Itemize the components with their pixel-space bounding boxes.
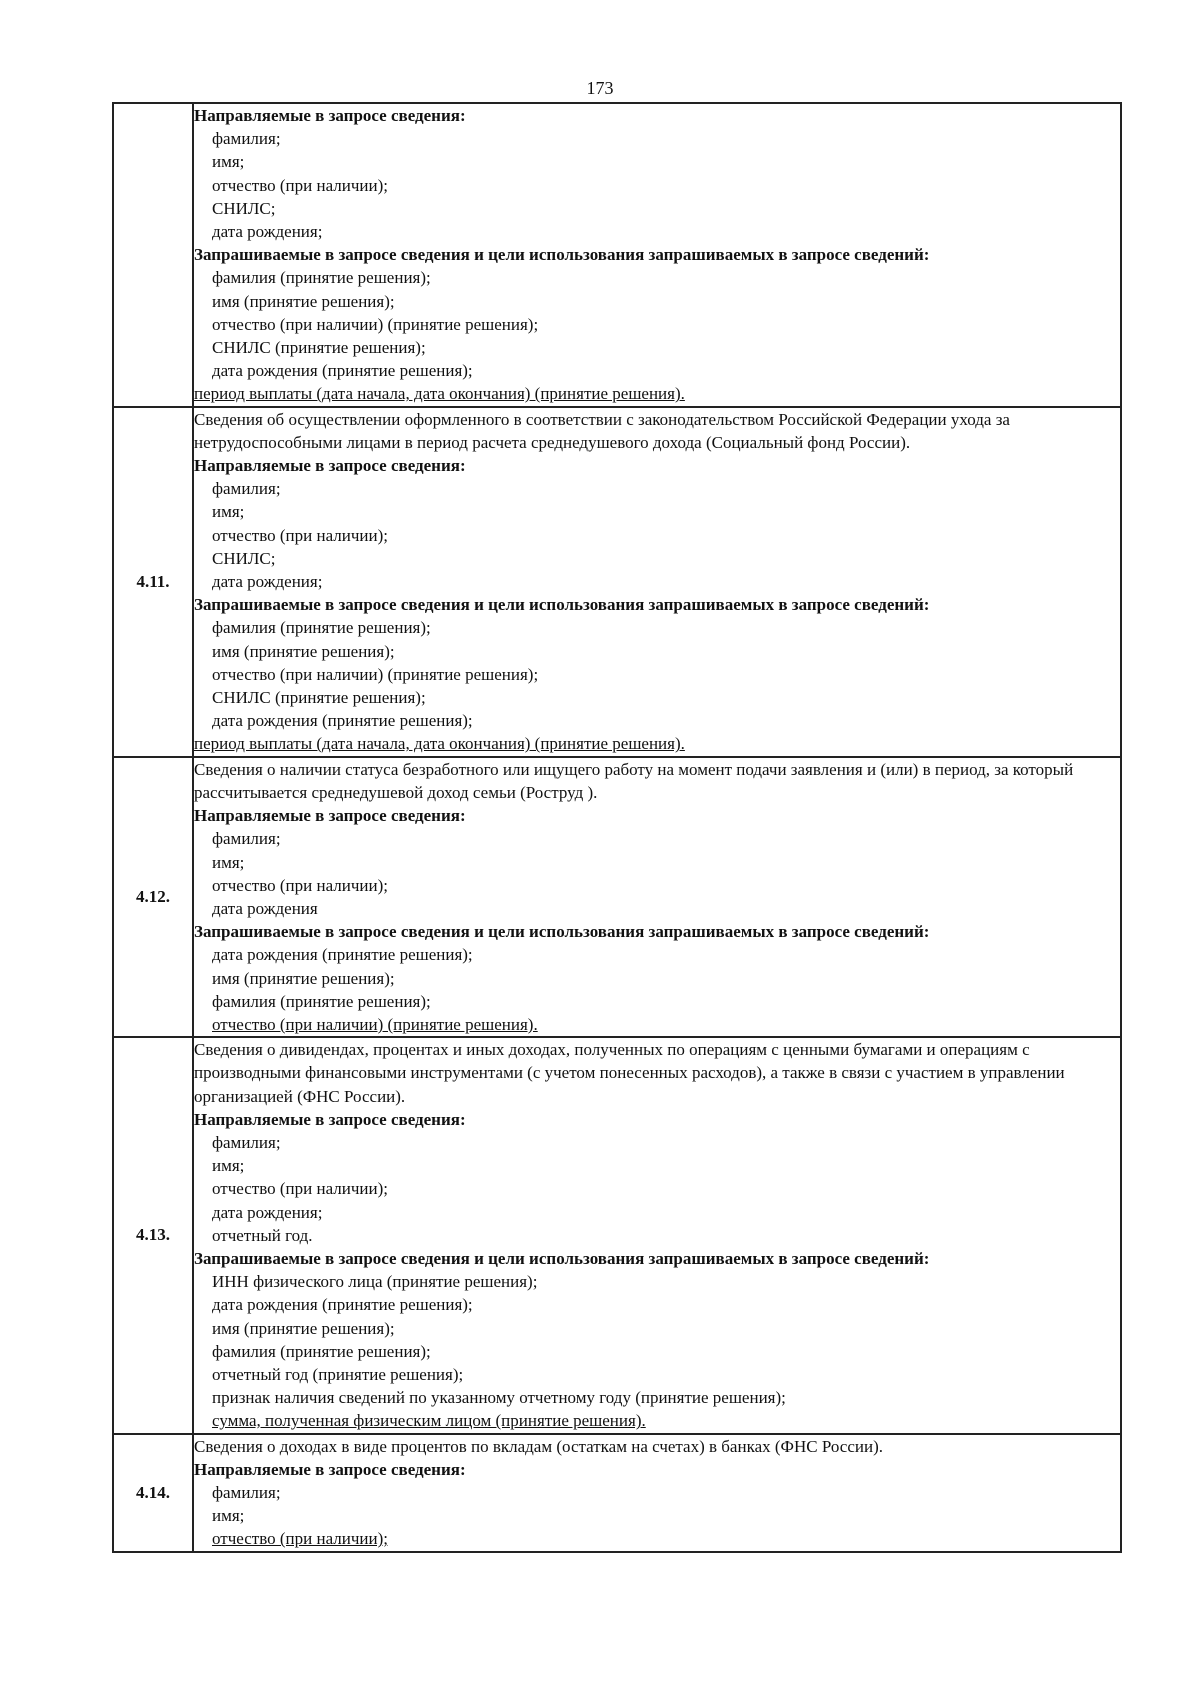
list-item: фамилия; [212, 1132, 281, 1152]
list-item: дата рождения (принятие решения); [212, 361, 473, 381]
section-heading: Запрашиваемые в запросе сведения и цели использования запрашиваемых в запросе сведений: [194, 595, 930, 615]
list-item: отчество (при наличии) (принятие решения); [212, 664, 539, 684]
list-item: имя; [212, 502, 245, 522]
section-heading: Запрашиваемые в запросе сведения и цели использования запрашиваемых в запросе сведений: [194, 1248, 930, 1268]
list-item: имя (принятие решения); [212, 1318, 395, 1338]
list-item: отчество (при наличии); [212, 1529, 388, 1549]
item-number: 4.13. [113, 1037, 193, 1433]
list-item: отчетный год (принятие решения); [212, 1364, 464, 1384]
table-row [113, 1434, 1121, 1552]
section-heading: Направляемые в запросе сведения: [194, 1459, 466, 1479]
list-item: фамилия; [212, 129, 281, 149]
table-row [113, 407, 1121, 757]
list-item: имя (принятие решения); [212, 968, 395, 988]
list-item: отчество (при наличии) (принятие решения). [212, 1014, 538, 1034]
item-content [193, 757, 1121, 1037]
list-item: отчество (при наличии); [212, 875, 388, 895]
table-row [113, 757, 1121, 1037]
section-heading: Направляемые в запросе сведения: [194, 806, 466, 826]
list-item: отчество (при наличии); [212, 525, 388, 545]
section-heading: Запрашиваемые в запросе сведения и цели использования запрашиваемых в запросе сведений: [194, 245, 930, 265]
list-item: СНИЛС; [212, 198, 276, 218]
list-item: имя; [212, 1506, 245, 1526]
item-content [193, 103, 1121, 407]
list-item: период выплаты (дата начала, дата окончания) (принятие решения). [194, 734, 685, 754]
list-item: дата рождения [212, 898, 318, 918]
list-item: фамилия (принятие решения); [212, 1341, 431, 1361]
item-description: Сведения о наличии статуса безработного или ищущего работу на момент подачи заявления и (или) в период, за который рассчитывается среднедушевой доход семьи (Роструд ). [194, 759, 1074, 802]
list-item: сумма, полученная физическим лицом (принятие решения). [212, 1411, 646, 1431]
list-item: имя (принятие решения); [212, 641, 395, 661]
item-number: 4.14. [113, 1434, 193, 1552]
list-item: фамилия; [212, 1482, 281, 1502]
list-item: дата рождения; [212, 1202, 323, 1222]
section-heading: Направляемые в запросе сведения: [194, 1109, 466, 1129]
item-description: Сведения о дивидендах, процентах и иных доходах, полученных по операциям с ценными бумагами и операциям с производными финансовыми инструментами (с учетом понесенных расходов), а также в связи с участием в управлении организацией (ФНС России). [194, 1040, 1065, 1106]
page-number: 173 [586, 78, 614, 98]
item-description: Сведения о доходах в виде процентов по вкладам (остаткам на счетах) в банках (ФНС России). [194, 1436, 883, 1456]
list-item: СНИЛС; [212, 548, 276, 568]
list-item: отчество (при наличии); [212, 175, 388, 195]
requirements-table [112, 102, 1122, 1553]
section-heading: Направляемые в запросе сведения: [194, 106, 466, 125]
item-number: 4.12. [113, 757, 193, 1037]
item-number: 4.11. [113, 407, 193, 757]
item-content [193, 407, 1121, 757]
list-item: имя; [212, 1156, 245, 1176]
list-item: фамилия (принятие решения); [212, 618, 431, 638]
list-item: СНИЛС (принятие решения); [212, 338, 426, 358]
list-item: имя; [212, 852, 245, 872]
list-item: период выплаты (дата начала, дата окончания) (принятие решения). [194, 384, 685, 404]
list-item: имя; [212, 152, 245, 172]
list-item: фамилия (принятие решения); [212, 991, 431, 1011]
item-description: Сведения об осуществлении оформленного в соответствии с законодательством Российской Федерации ухода за нетрудоспособными лицами в период расчета среднедушевого дохода (Социальный фонд России). [194, 409, 1010, 452]
list-item: дата рождения (принятие решения); [212, 945, 473, 965]
table-row [113, 103, 1121, 407]
table-row [113, 1037, 1121, 1433]
item-number [113, 103, 193, 407]
list-item: имя (принятие решения); [212, 291, 395, 311]
list-item: отчетный год. [212, 1225, 313, 1245]
list-item: фамилия (принятие решения); [212, 268, 431, 288]
list-item: отчество (при наличии) (принятие решения); [212, 314, 539, 334]
list-item: СНИЛС (принятие решения); [212, 688, 426, 708]
list-item: дата рождения (принятие решения); [212, 1295, 473, 1315]
list-item: отчество (при наличии); [212, 1179, 388, 1199]
list-item: дата рождения; [212, 222, 323, 242]
list-item: ИНН физического лица (принятие решения); [212, 1272, 538, 1292]
list-item: фамилия; [212, 829, 281, 849]
list-item: дата рождения; [212, 572, 323, 592]
list-item: фамилия; [212, 479, 281, 499]
section-heading: Запрашиваемые в запросе сведения и цели использования запрашиваемых в запросе сведений: [194, 922, 930, 942]
item-content [193, 1037, 1121, 1433]
list-item: признак наличия сведений по указанному отчетному году (принятие решения); [212, 1388, 786, 1408]
section-heading: Направляемые в запросе сведения: [194, 456, 466, 476]
list-item: дата рождения (принятие решения); [212, 711, 473, 731]
item-content [193, 1434, 1121, 1552]
